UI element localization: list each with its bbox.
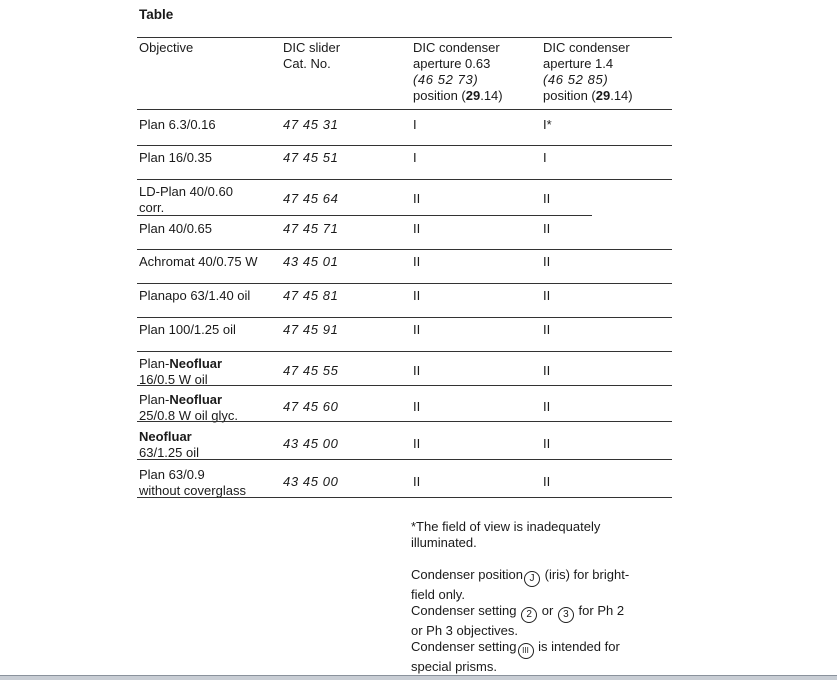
objective-bold-name: Neofluar: [169, 392, 223, 407]
objective-detail: 25/0.8 W oil glyc.: [139, 408, 238, 423]
row-rule: [137, 249, 672, 250]
note-3-pre: Condenser setting: [411, 639, 517, 654]
objective-detail: without coverglass: [139, 483, 246, 498]
note-2-mid: or: [538, 603, 557, 618]
header-14-line1: DIC condenser: [543, 40, 630, 55]
header-063-pos-bold: 29: [465, 88, 481, 103]
catalog-number: 47 45 55: [283, 363, 339, 378]
condenser-14-setting: II: [543, 363, 551, 378]
objective-prefix: Plan-: [139, 356, 170, 371]
footnote: [411, 519, 600, 551]
objective-name: Planapo 63/1.40 oil: [139, 288, 251, 303]
header-14-pos-bold: 29: [595, 88, 611, 103]
condenser-14-setting: II: [543, 436, 551, 451]
note-3-post: is intended for: [534, 639, 620, 654]
condenser-063-setting: II: [413, 288, 421, 303]
objective-cell: [139, 429, 199, 461]
catalog-number: 47 45 91: [283, 322, 339, 337]
objective-name: [139, 356, 222, 372]
row-rule: [137, 385, 672, 386]
objective-name: Plan 63/0.9: [139, 467, 205, 482]
catalog-number: 47 45 81: [283, 288, 339, 303]
table-title: Table: [139, 7, 174, 22]
catalog-number: 47 45 60: [283, 399, 339, 414]
condenser-063-setting: II: [413, 254, 421, 269]
condenser-14-setting: II: [543, 399, 551, 414]
catalog-number: 47 45 51: [283, 150, 339, 165]
objective-detail: corr.: [139, 200, 165, 215]
header-objective: [139, 40, 193, 56]
objective-name: Plan 16/0.35: [139, 150, 213, 165]
condenser-063-setting: II: [413, 221, 421, 236]
condenser-063-setting: II: [413, 474, 421, 489]
objective-name: Plan 40/0.65: [139, 221, 213, 236]
objective-cell: [139, 467, 246, 499]
catalog-number: 47 45 71: [283, 221, 339, 236]
note-2: [411, 603, 629, 623]
row-rule: [137, 215, 592, 216]
objective-prefix: Plan-: [139, 392, 170, 407]
position-j-symbol: J: [524, 571, 540, 587]
setting-3-symbol: 3: [558, 607, 574, 623]
header-dic-slider-line1: DIC slider: [283, 40, 341, 55]
condenser-14-setting: II: [543, 474, 551, 489]
condenser-063-setting: II: [413, 322, 421, 337]
condenser-063-setting: II: [413, 399, 421, 414]
condenser-14-setting: II: [543, 221, 551, 236]
note-1-line2: field only.: [411, 587, 465, 602]
setting-iii-symbol: III: [518, 643, 534, 659]
condenser-063-setting: I: [413, 117, 417, 132]
note-1: [411, 567, 629, 587]
header-063-pos-b: .14): [480, 88, 503, 103]
table-header-rule: [137, 109, 672, 110]
condenser-14-setting: II: [543, 254, 551, 269]
row-rule: [137, 317, 672, 318]
objective-cell: [139, 150, 212, 166]
condenser-note: [411, 567, 629, 675]
row-rule: [137, 283, 672, 284]
header-063-pos-a: position (: [413, 88, 466, 103]
objective-cell: [139, 288, 250, 304]
objective-name: Plan 100/1.25 oil: [139, 322, 236, 337]
condenser-063-setting: II: [413, 363, 421, 378]
objective-bold-name: Neofluar: [169, 356, 223, 371]
objective-detail: 16/0.5 W oil: [139, 372, 208, 387]
header-063-position: [413, 88, 503, 104]
objective-name: Plan 6.3/0.16: [139, 117, 216, 132]
row-rule: [137, 421, 672, 422]
header-14-catno: (46 52 85): [543, 72, 609, 87]
objective-cell: [139, 221, 212, 237]
objective-name: [139, 392, 238, 408]
objective-cell: [139, 392, 238, 424]
objective-bold-name: Neofluar: [139, 429, 192, 444]
window-bottom-edge: [0, 675, 837, 680]
condenser-14-setting: I: [543, 150, 547, 165]
header-dic-slider: [283, 40, 340, 72]
note-3: [411, 639, 629, 659]
row-rule: [137, 459, 672, 460]
objective-name: [139, 429, 199, 445]
header-063-line2: aperture 0.63: [413, 56, 491, 71]
row-rule: [137, 179, 672, 180]
header-063-catno: (46 52 73): [413, 72, 479, 87]
objective-cell: [139, 322, 236, 338]
footnote-line1: *The field of view is inadequately: [411, 519, 601, 534]
catalog-number: 47 45 64: [283, 191, 339, 206]
condenser-14-setting: I*: [543, 117, 552, 132]
condenser-14-setting: II: [543, 322, 551, 337]
condenser-063-setting: II: [413, 436, 421, 451]
condenser-063-setting: I: [413, 150, 417, 165]
catalog-number: 43 45 00: [283, 436, 339, 451]
objective-cell: [139, 117, 216, 133]
objective-name: LD-Plan 40/0.60: [139, 184, 233, 199]
row-rule: [137, 497, 672, 498]
note-2-post: for Ph 2: [574, 603, 625, 618]
header-condenser-14: [543, 40, 633, 104]
setting-2-symbol: 2: [521, 607, 537, 623]
catalog-number: 43 45 01: [283, 254, 339, 269]
header-objective-label: Objective: [139, 40, 194, 55]
catalog-number: 47 45 31: [283, 117, 339, 132]
header-dic-slider-line2: Cat. No.: [283, 56, 331, 71]
condenser-063-setting: II: [413, 191, 421, 206]
note-2-pre: Condenser setting: [411, 603, 521, 618]
catalog-number: 43 45 00: [283, 474, 339, 489]
header-063-line1: DIC condenser: [413, 40, 500, 55]
row-rule: [137, 351, 672, 352]
header-14-line2: aperture 1.4: [543, 56, 614, 71]
header-14-pos-a: position (: [543, 88, 596, 103]
header-14-pos-b: .14): [610, 88, 633, 103]
note-3-line2: special prisms.: [411, 659, 497, 674]
note-1-pre: Condenser position: [411, 567, 524, 582]
footnote-line2: illuminated.: [411, 535, 477, 550]
note-2-line2: or Ph 3 objectives.: [411, 623, 518, 638]
condenser-14-setting: II: [543, 191, 551, 206]
header-14-position: [543, 88, 633, 104]
table-top-rule: [137, 37, 672, 38]
objective-cell: [139, 254, 258, 270]
condenser-14-setting: II: [543, 288, 551, 303]
header-condenser-063: [413, 40, 503, 104]
row-rule: [137, 145, 672, 146]
objective-cell: [139, 184, 233, 216]
objective-cell: [139, 356, 222, 388]
objective-name: Achromat 40/0.75 W: [139, 254, 258, 269]
objective-detail: 63/1.25 oil: [139, 445, 199, 460]
note-1-post: (iris) for bright-: [541, 567, 630, 582]
